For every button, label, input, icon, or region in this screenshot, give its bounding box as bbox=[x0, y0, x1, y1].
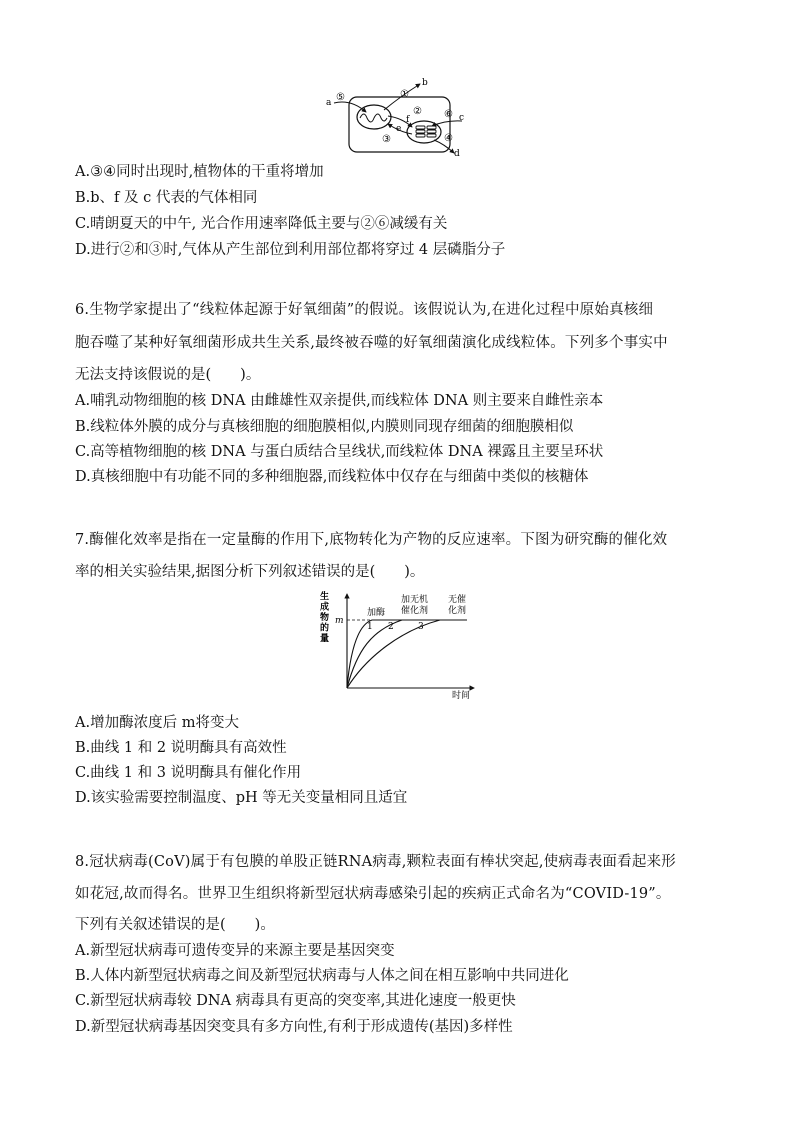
label-2: ② bbox=[413, 106, 422, 117]
curve-1-number: 1 bbox=[367, 622, 373, 632]
y-axis-label-char: 成 bbox=[320, 602, 330, 613]
q8-stem-line-1: 8.冠状病毒(CoV)属于有包膜的单股正链RNA病毒,颗粒表面有棒状突起,使病毒表面看起来形 bbox=[75, 854, 676, 870]
series-2-name-line-2: 催化剂 bbox=[401, 606, 429, 616]
q7-option-a: A.增加酶浓度后 m将变大 bbox=[75, 715, 239, 731]
q8-option-b: B.人体内新型冠状病毒之间及新型冠状病毒与人体之间在相互影响中共同进化 bbox=[75, 968, 569, 984]
y-axis-label-char: 的 bbox=[320, 623, 330, 634]
label-e: e bbox=[396, 124, 402, 134]
arrow-a bbox=[334, 102, 366, 112]
q6-option-b: B.线粒体外膜的成分与真核细胞的细胞膜相似,内膜则同现存细菌的细胞膜相似 bbox=[75, 419, 574, 435]
q8-option-a: A.新型冠状病毒可遗传变异的来源主要是基因突变 bbox=[75, 943, 395, 959]
label-4: ④ bbox=[444, 133, 453, 144]
q5-option-c: C.晴朗夏天的中午, 光合作用速率降低主要与②⑥减缓有关 bbox=[75, 216, 448, 232]
series-1-name: 加酶 bbox=[367, 608, 386, 618]
q5-option-b: B.b、f 及 c 代表的气体相同 bbox=[75, 190, 258, 206]
q6-stem-line-3: 无法支持该假说的是( )。 bbox=[75, 367, 261, 383]
y-axis-label bbox=[320, 590, 329, 644]
q8-option-c: C.新型冠状病毒较 DNA 病毒具有更高的突变率,其进化速度一般更快 bbox=[75, 993, 516, 1009]
mitochondrion-cristae bbox=[360, 114, 387, 122]
m-label: m bbox=[335, 616, 344, 626]
series-2-name-line-1: 加无机 bbox=[401, 595, 429, 605]
label-a: a bbox=[326, 98, 332, 108]
label-3: ③ bbox=[382, 134, 391, 145]
y-axis-label-char: 生 bbox=[320, 592, 330, 602]
q7-stem-line-1: 7.酶催化效率是指在一定量酶的作用下,底物转化为产物的反应速率。下图为研究酶的催化效 bbox=[75, 532, 668, 548]
series-3-name-line-2: 化剂 bbox=[448, 606, 467, 616]
curve-1 bbox=[347, 620, 467, 688]
label-b: b bbox=[422, 78, 428, 88]
y-axis-label-char: 物 bbox=[320, 613, 330, 623]
organelle-diagram bbox=[326, 74, 466, 160]
label-1: ① bbox=[400, 89, 409, 100]
q7-option-d: D.该实验需要控制温度、pH 等无关变量相同且适宜 bbox=[75, 790, 408, 806]
series-3-name-line-1: 无催 bbox=[448, 595, 467, 605]
enzyme-chart bbox=[312, 588, 482, 700]
label-5: ⑤ bbox=[336, 92, 345, 103]
label-6: ⑥ bbox=[444, 109, 453, 120]
q5-option-a: A.③④同时出现时,植物体的干重将增加 bbox=[75, 164, 324, 180]
q6-option-a: A.哺乳动物细胞的核 DNA 由雌雄性双亲提供,而线粒体 DNA 则主要来自雌性亲本 bbox=[75, 393, 604, 409]
label-f: f bbox=[406, 115, 410, 125]
chloroplast-grana bbox=[416, 126, 436, 137]
x-axis-label: 时间 bbox=[452, 691, 471, 700]
q7-stem-line-2: 率的相关实验结果,据图分析下列叙述错误的是( )。 bbox=[75, 564, 425, 580]
q8-stem-line-2: 如花冠,故而得名。世界卫生组织将新型冠状病毒感染引起的疾病正式命名为“COVID-19”。 bbox=[75, 886, 671, 902]
q5-option-d: D.进行②和③时,气体从产生部位到利用部位都将穿过 4 层磷脂分子 bbox=[75, 242, 506, 258]
y-axis-label-char: 量 bbox=[320, 634, 330, 644]
q6-stem-line-1: 6.生物学家提出了“线粒体起源于好氧细菌”的假说。该假说认为,在进化过程中原始真核细 bbox=[75, 302, 654, 318]
q8-option-d: D.新型冠状病毒基因突变具有多方向性,有利于形成遗传(基因)多样性 bbox=[75, 1019, 513, 1035]
label-d: d bbox=[454, 149, 460, 159]
q8-stem-line-3: 下列有关叙述错误的是( )。 bbox=[75, 917, 275, 933]
q7-option-b: B.曲线 1 和 2 说明酶具有高效性 bbox=[75, 740, 287, 756]
q7-option-c: C.曲线 1 和 3 说明酶具有催化作用 bbox=[75, 765, 302, 781]
curve-3-number: 3 bbox=[418, 622, 424, 632]
label-c: c bbox=[459, 113, 465, 123]
q6-option-d: D.真核细胞中有功能不同的多种细胞器,而线粒体中仅存在与细菌中类似的核糖体 bbox=[75, 469, 589, 485]
q6-stem-line-2: 胞吞噬了某种好氧细菌形成共生关系,最终被吞噬的好氧细菌演化成线粒体。下列多个事实中 bbox=[75, 335, 668, 351]
curve-2-number: 2 bbox=[388, 622, 394, 632]
q6-option-c: C.高等植物细胞的核 DNA 与蛋白质结合呈线状,而线粒体 DNA 裸露且主要呈环状 bbox=[75, 444, 604, 460]
curve-2 bbox=[347, 620, 402, 688]
